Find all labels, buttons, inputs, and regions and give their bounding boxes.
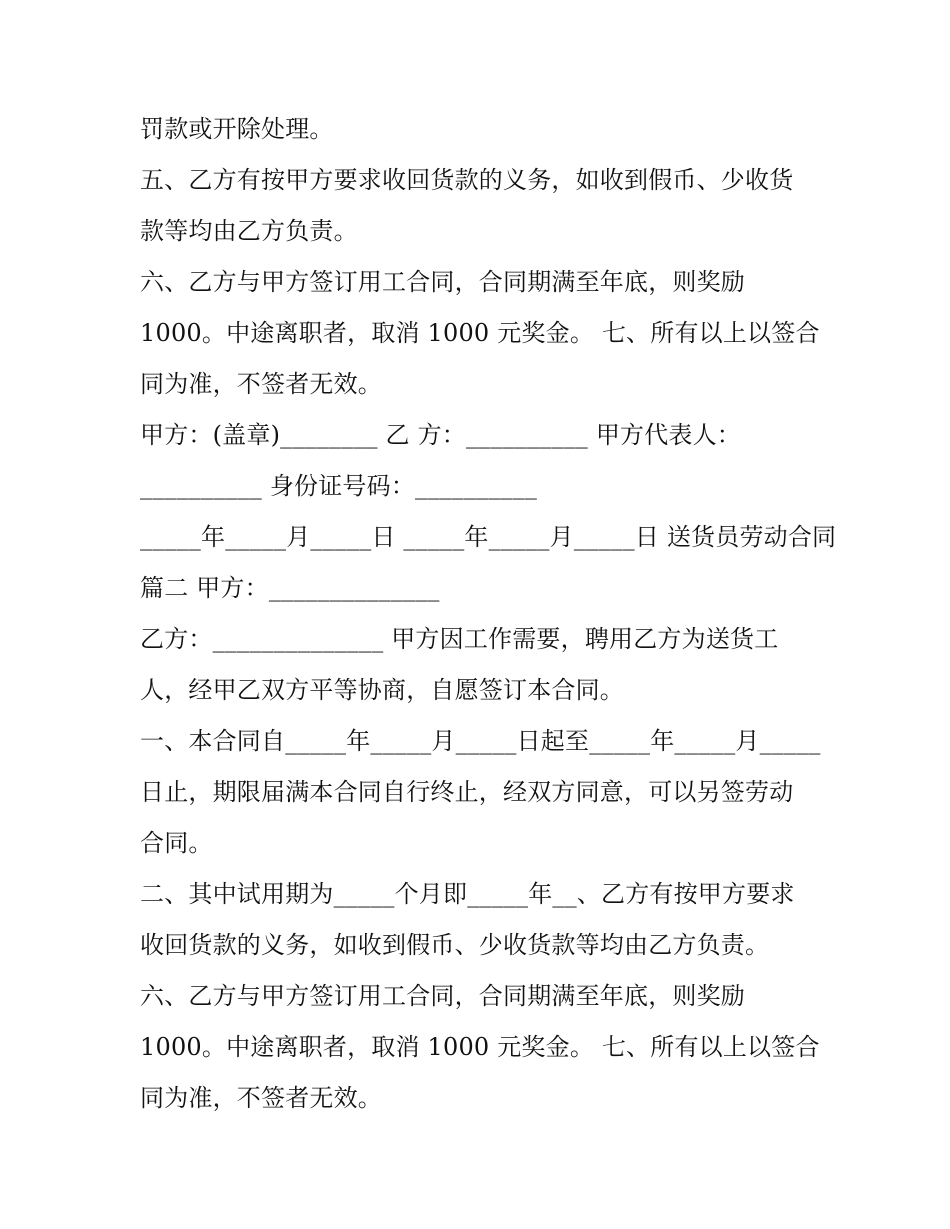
contract-text (140, 104, 837, 1124)
probation-line: 二、其中试用期为_____个月即_____年__、乙方有按甲方要求 (140, 880, 795, 908)
text-line: 同为准，不签者无效。 (140, 1084, 382, 1112)
text-line: 收回货款的义务，如收到假币、少收货款等均由乙方负责。 (140, 931, 770, 959)
text-line: 同为准，不签者无效。 (140, 370, 382, 398)
id-number-line: __________ 身份证号码：__________ (140, 472, 538, 500)
text-line: 罚款或开除处理。 (140, 115, 334, 143)
text-line: 人，经甲乙双方平等协商，自愿签订本合同。 (140, 676, 624, 704)
text-line: 合同。 (140, 829, 213, 857)
text-line: 五、乙方有按甲方要求收回货款的义务，如收到假币、少收货 (140, 166, 794, 194)
text-line: 六、乙方与甲方签订用工合同，合同期满至年底，则奖励 (140, 268, 745, 296)
party-b-line: 乙方：______________ 甲方因工作需要，聘用乙方为送货工 (140, 625, 779, 653)
signature-line: 甲方：(盖章)________ 乙 方：__________ 甲方代表人： (140, 421, 742, 449)
text-line: 六、乙方与甲方签订用工合同，合同期满至年底，则奖励 (140, 982, 745, 1010)
date-line: _____年_____月_____日 _____年_____月_____日 送货员劳动合同 (140, 523, 837, 551)
text-line: 1000。中途离职者，取消 1000 元奖金。 七、所有以上以签合 (140, 319, 820, 347)
text-line: 日止，期限届满本合同自行终止，经双方同意，可以另签劳动 (140, 778, 794, 806)
text-line: 款等均由乙方负责。 (140, 217, 358, 245)
text-line: 1000。中途离职者，取消 1000 元奖金。 七、所有以上以签合 (140, 1033, 820, 1061)
term-line: 一、本合同自_____年_____月_____日起至_____年_____月_____ (140, 727, 821, 755)
party-a-line: 篇二 甲方：______________ (140, 574, 440, 602)
